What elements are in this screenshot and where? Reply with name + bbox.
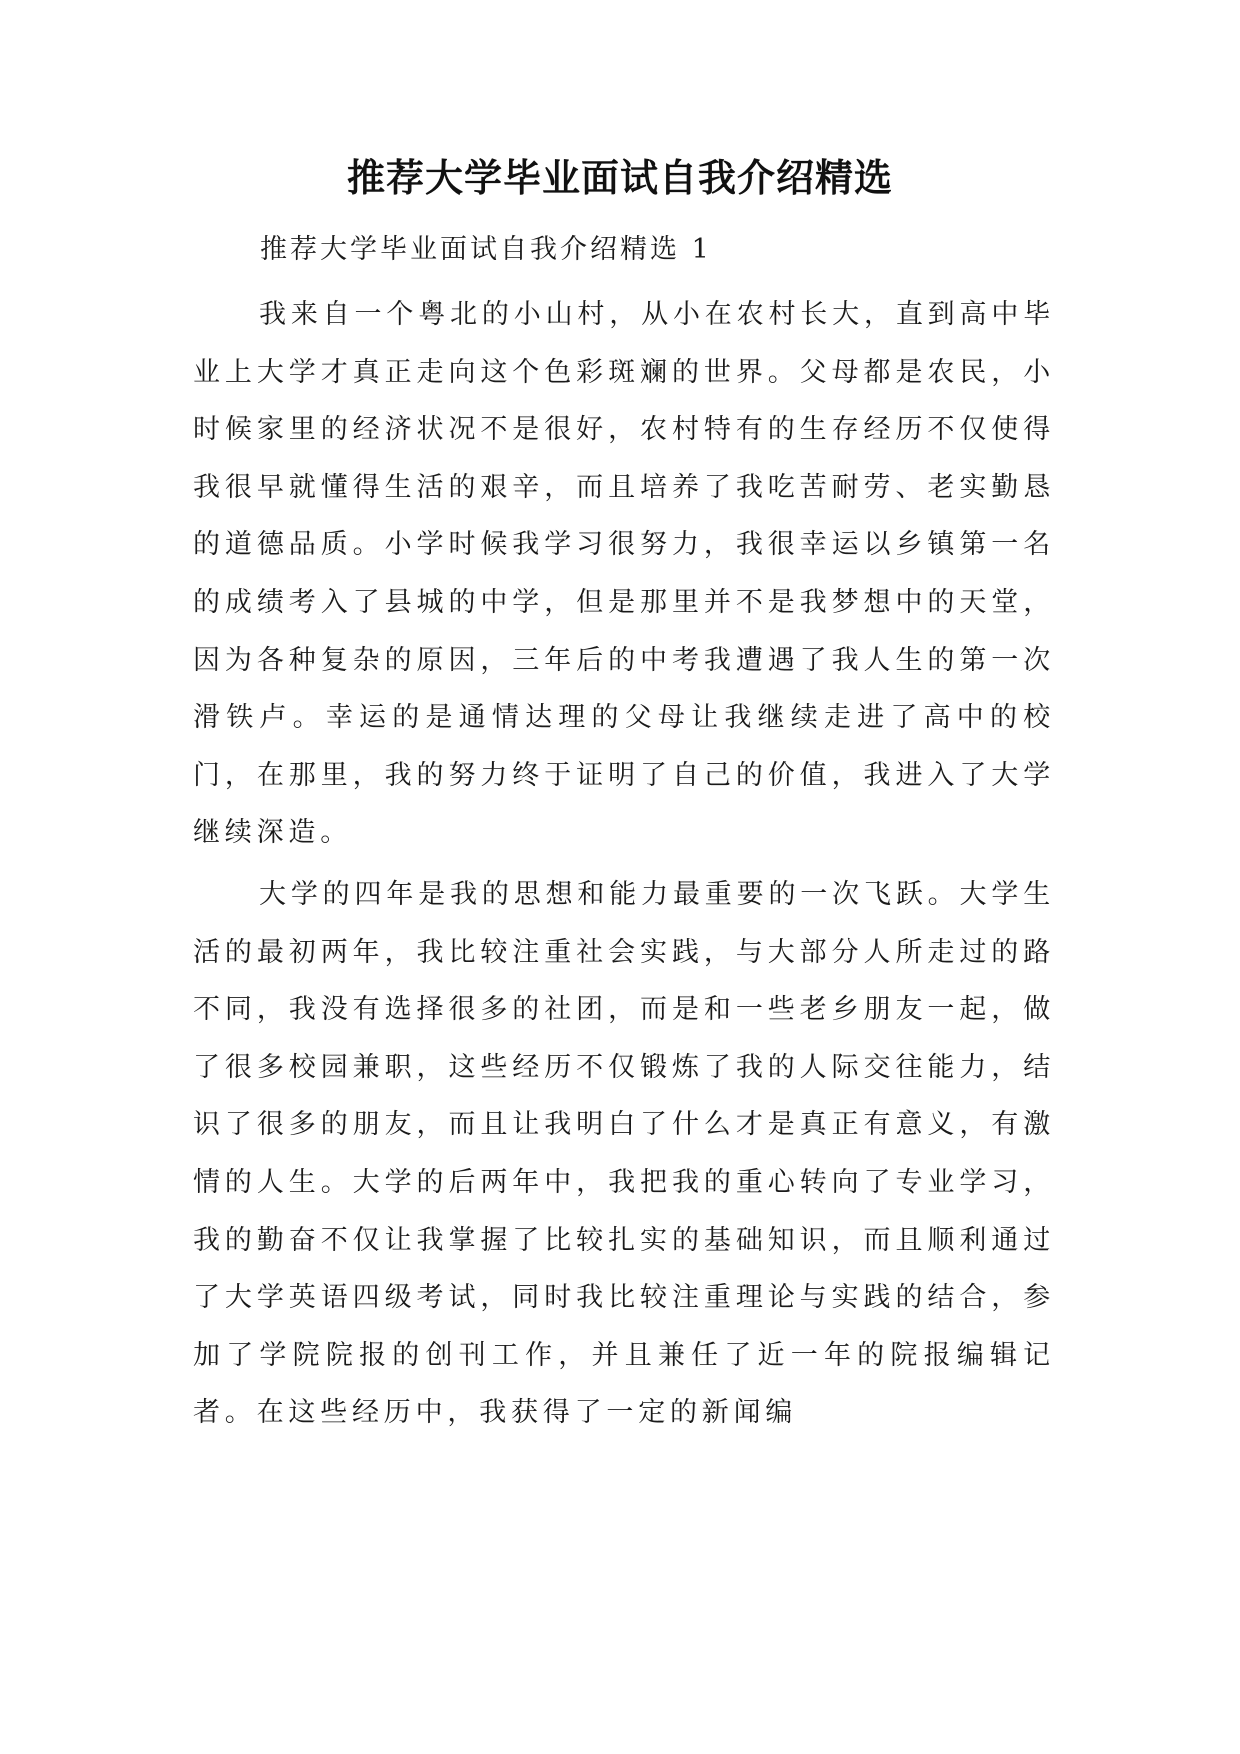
body-paragraph-2: 大学的四年是我的思想和能力最重要的一次飞跃。大学生活的最初两年，我比较注重社会实践，与大部分人所走过的路不同，我没有选择很多的社团，而是和一些老乡朋友一起，做了很多校园兼职，这些经历不仅锻炼了我的人际交往能力，结识了很多的朋友，而且让我明白了什么才是真正有意义，有激情的人生。大学的后两年中，我把我的重心转向了专业学习，我的勤奋不仅让我掌握了比较扎实的基础知识，而且顺利通过了大学英语四级考试，同时我比较注重理论与实践的结合，参加了学院院报的创刊工作，并且兼任了近一年的院报编辑记者。在这些经历中，我获得了一定的新闻编 — [193, 879, 1055, 1429]
body-paragraph-1: 我来自一个粤北的小山村，从小在农村长大，直到高中毕业上大学才真正走向这个色彩斑斓的世界。父母都是农民，小时候家里的经济状况不是很好，农村特有的生存经历不仅使得我很早就懂得生活的艰辛，而且培养了我吃苦耐劳、老实勤恳的道德品质。小学时候我学习很努力，我很幸运以乡镇第一名的成绩考入了县城的中学，但是那里并不是我梦想中的天堂，因为各种复杂的原因，三年后的中考我遭遇了我人生的第一次滑铁卢。幸运的是通情达理的父母让我继续走进了高中的校门，在那里，我的努力终于证明了自己的价值，我进入了大学继续深造。 — [193, 299, 1055, 849]
section-heading: 推荐大学毕业面试自我介绍精选 1 — [260, 234, 712, 265]
document-title: 推荐大学毕业面试自我介绍精选 — [346, 156, 893, 200]
